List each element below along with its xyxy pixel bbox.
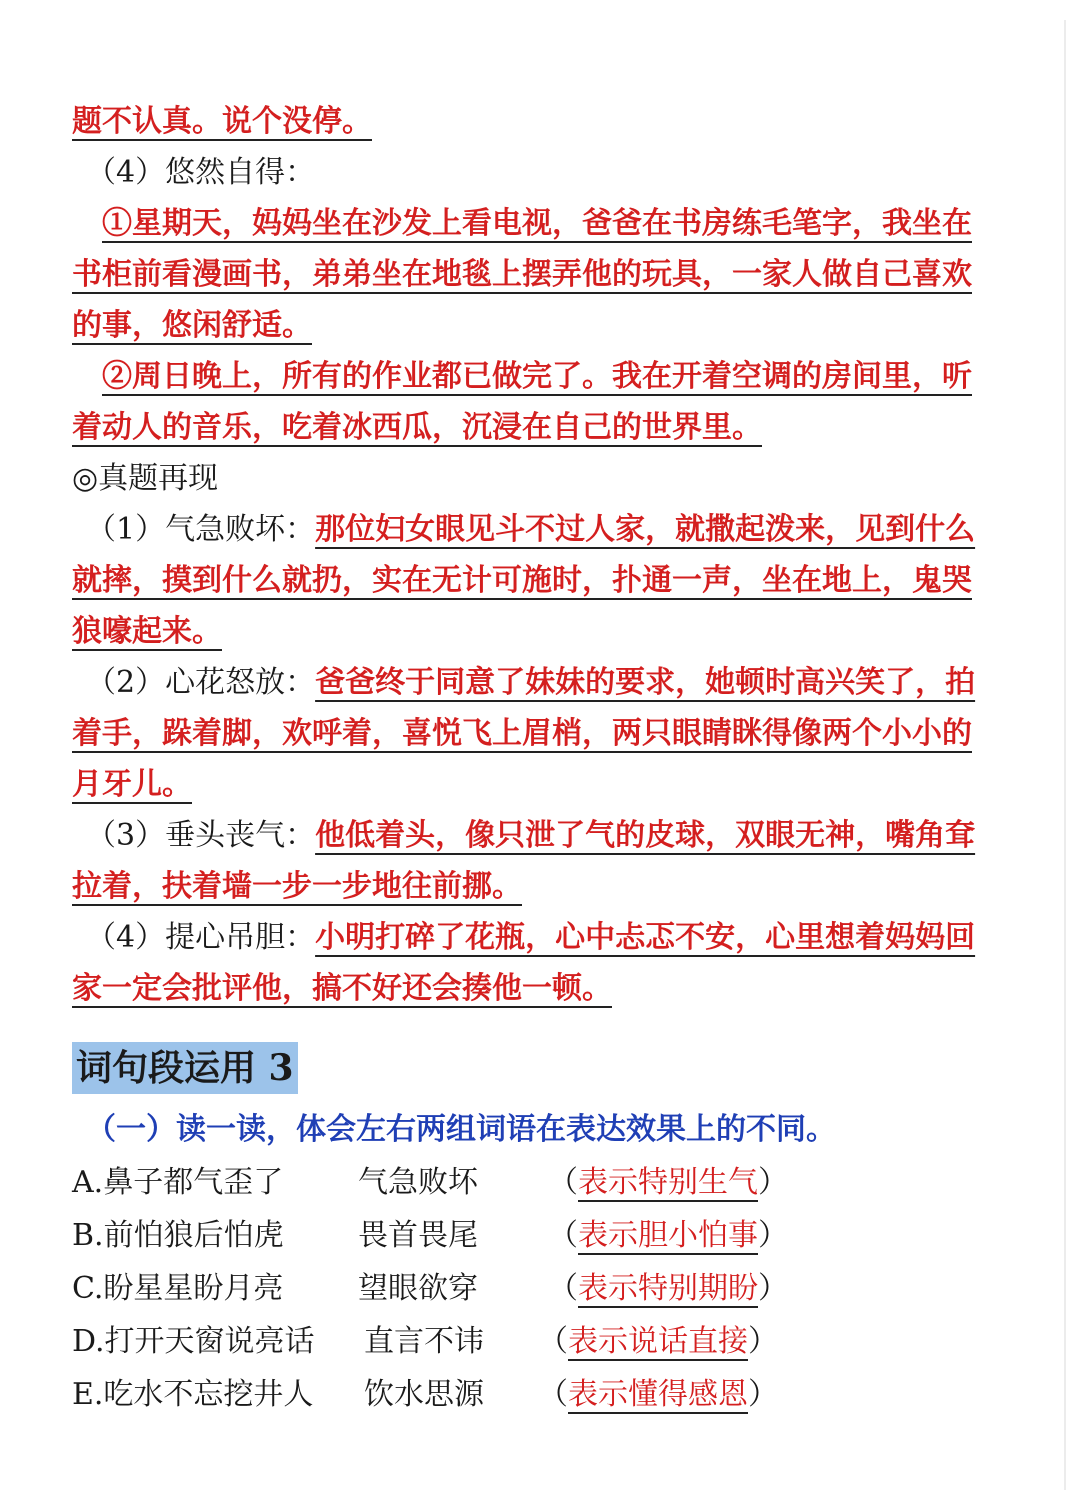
word-pair-row: [72, 1262, 1008, 1315]
answer-text: 月牙儿。: [72, 767, 192, 802]
answer-text: 拉着，扶着墙一步一步地往前挪。: [72, 869, 522, 904]
answer-text: 就摔，摸到什么就扔，实在无计可施时，扑通一声，坐在地上，鬼哭: [72, 563, 972, 598]
q4-answer1-line-1: [72, 198, 1008, 249]
zhenti-item-line: [72, 708, 1008, 759]
word-pairs-list: [72, 1156, 1008, 1421]
paren-open: （: [548, 1165, 578, 1200]
zhenti-item-first-line: [72, 657, 1008, 708]
zhenti-item-line: [72, 861, 1008, 912]
answer-text: 题不认真。说个没停。: [72, 104, 372, 139]
answer-text: 小明打碎了花瓶，心中忐忑不安，心里想着妈妈回: [315, 920, 976, 955]
paren-open: （: [548, 1271, 578, 1306]
section-heading: 词句段运用 3: [72, 1042, 298, 1094]
paren-close: ）: [758, 1218, 788, 1253]
top-continuation-line: [72, 96, 1008, 147]
instruction-text: （一）读一读，体会左右两组词语在表达效果上的不同。: [86, 1112, 836, 1147]
paren-close: ）: [748, 1377, 778, 1412]
word-pair-row: [72, 1156, 1008, 1209]
zhenti-title: ◎真题再现: [72, 461, 219, 496]
q4-answer1-line-3: [72, 300, 1008, 351]
answer-text: 家一定会批评他，搞不好还会揍他一顿。: [72, 971, 612, 1006]
answer-text: 表示懂得感恩: [568, 1377, 748, 1412]
q4-answer2-line-2: [72, 402, 1008, 453]
zhenti-item-first-line: [72, 504, 1008, 555]
zhenti-item-first-line: [72, 810, 1008, 861]
zhenti-title-line: [72, 453, 1008, 504]
zhenti-item-first-line: [72, 912, 1008, 963]
paren-close: ）: [748, 1324, 778, 1359]
idiom: 直言不讳: [364, 1324, 484, 1359]
word-pair-row: [72, 1315, 1008, 1368]
zhenti-item-2: [72, 657, 1008, 810]
zhenti-item-line: [72, 759, 1008, 810]
answer-text: 表示胆小怕事: [578, 1218, 758, 1253]
zhenti-item-label: （3）垂头丧气：: [86, 818, 316, 853]
answer-text: 着动人的音乐，吃着冰西瓜，沉浸在自己的世界里。: [72, 410, 762, 445]
answer-text: 书柜前看漫画书，弟弟坐在地毯上摆弄他的玩具，一家人做自己喜欢: [72, 257, 972, 292]
word-pair-row: [72, 1209, 1008, 1262]
section-heading-wrap: [72, 1042, 1008, 1104]
answer-text: 狼嚎起来。: [72, 614, 222, 649]
paren-close: ）: [758, 1271, 788, 1306]
zhenti-item-line: [72, 555, 1008, 606]
zhenti-item-label: （4）提心吊胆：: [86, 920, 316, 955]
paren-open: （: [538, 1324, 568, 1359]
q4-answer2-line-1: [72, 351, 1008, 402]
paren-open: （: [548, 1218, 578, 1253]
idiom: 望眼欲穿: [358, 1271, 478, 1306]
phrase: D.打开天窗说亮话: [72, 1324, 315, 1359]
answer-text: 他低着头，像只泄了气的皮球，双眼无神，嘴角耷: [315, 818, 976, 853]
zhenti-item-line: [72, 963, 1008, 1014]
answer-text: 表示特别期盼: [578, 1271, 758, 1306]
answer-bracket: [538, 1315, 778, 1368]
q4-answer1-line-2: [72, 249, 1008, 300]
answer-bracket: [548, 1262, 788, 1315]
phrase: E.吃水不忘挖井人: [72, 1377, 314, 1412]
q4-label: （4）悠然自得：: [86, 155, 316, 190]
phrase: B.前怕狼后怕虎: [72, 1218, 284, 1253]
answer-text: ①星期天，妈妈坐在沙发上看电视，爸爸在书房练毛笔字，我坐在: [102, 206, 972, 241]
paren-close: ）: [758, 1165, 788, 1200]
zhenti-item-label: （2）心花怒放：: [86, 665, 316, 700]
zhenti-item-label: （1）气急败坏：: [86, 512, 316, 547]
word-pair-row: [72, 1368, 1008, 1421]
answer-bracket: [548, 1156, 788, 1209]
answer-text: 爸爸终于同意了妹妹的要求，她顿时高兴笑了，拍: [315, 665, 976, 700]
idiom: 气急败坏: [358, 1165, 478, 1200]
answer-text: 着手，跺着脚，欢呼着，喜悦飞上眉梢，两只眼睛眯得像两个小小的: [72, 716, 972, 751]
page-edge-line: [1064, 20, 1066, 1490]
phrase: A.鼻子都气歪了: [72, 1165, 284, 1200]
zhenti-item-3: [72, 810, 1008, 912]
q4-label-line: [72, 147, 1008, 198]
idiom: 畏首畏尾: [358, 1218, 478, 1253]
worksheet-page: [72, 96, 1008, 1421]
answer-text: 的事，悠闲舒适。: [72, 308, 312, 343]
zhenti-item-line: [72, 606, 1008, 657]
answer-text: 表示说话直接: [568, 1324, 748, 1359]
answer-bracket: [548, 1209, 788, 1262]
answer-text: ②周日晚上，所有的作业都已做完了。我在开着空调的房间里，听: [102, 359, 972, 394]
idiom: 饮水思源: [364, 1377, 484, 1412]
paren-open: （: [538, 1377, 568, 1412]
zhenti-item-1: [72, 504, 1008, 657]
phrase: C.盼星星盼月亮: [72, 1271, 284, 1306]
answer-text: 那位妇女眼见斗不过人家，就撒起泼来，见到什么: [315, 512, 976, 547]
answer-text: 表示特别生气: [578, 1165, 758, 1200]
answer-bracket: [538, 1368, 778, 1421]
zhenti-item-4: [72, 912, 1008, 1014]
